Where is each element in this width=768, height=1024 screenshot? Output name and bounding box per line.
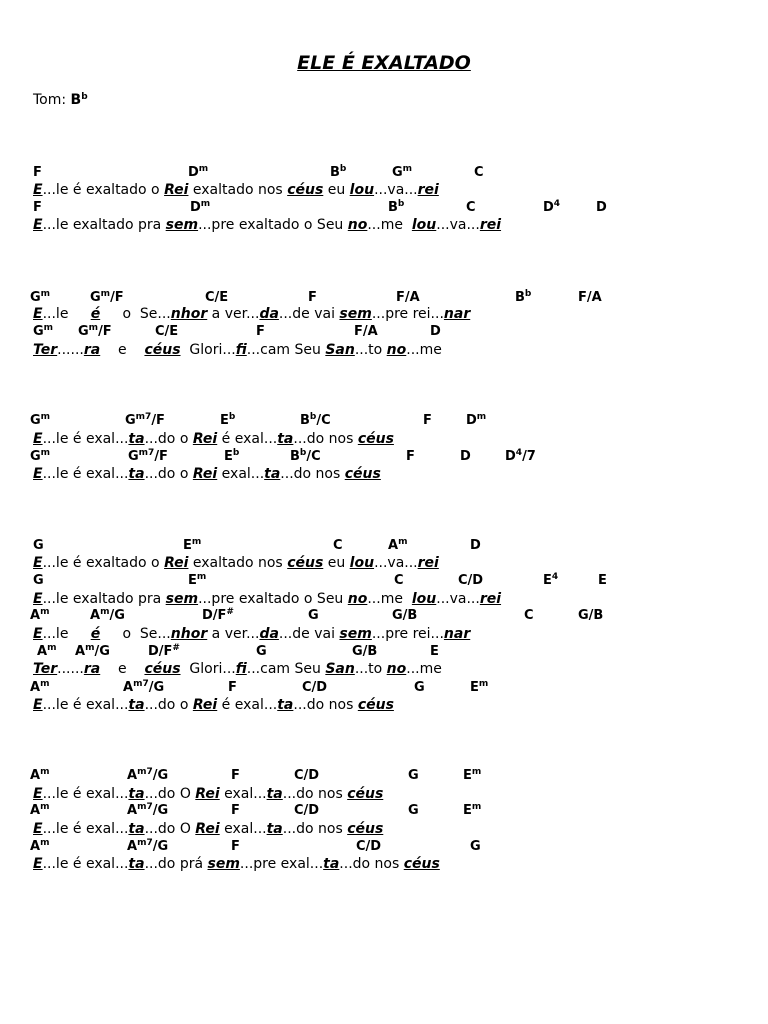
chord: F bbox=[423, 413, 432, 428]
stressed-syllable: Rei bbox=[195, 821, 220, 837]
chord: C bbox=[466, 200, 476, 215]
stressed-syllable: E bbox=[33, 786, 43, 802]
chord: F/A bbox=[354, 324, 378, 339]
chord: $A^m$ bbox=[30, 767, 50, 783]
stressed-syllable: ta bbox=[128, 431, 145, 447]
stressed-syllable: Rei bbox=[192, 431, 218, 447]
chord: C/D bbox=[294, 803, 320, 818]
chord: $G^m$ bbox=[392, 164, 413, 180]
chord: $E^b$ bbox=[220, 412, 236, 428]
lyric-text: Ter......ra e céus Glori...fi...cam Seu San...to no...me bbox=[33, 342, 442, 358]
chord: F bbox=[308, 290, 317, 305]
chord: F/A bbox=[396, 290, 420, 305]
chord: G/B bbox=[392, 608, 418, 623]
stressed-syllable: E bbox=[33, 466, 43, 482]
lyric-line bbox=[0, 342, 768, 360]
chord: $G^m$ bbox=[30, 448, 51, 464]
stressed-syllable: sem bbox=[165, 591, 199, 607]
stressed-syllable: nhor bbox=[170, 306, 208, 322]
stressed-syllable: céus bbox=[344, 466, 381, 482]
chord: D bbox=[596, 200, 607, 215]
stressed-syllable: é bbox=[90, 626, 101, 642]
lyric-line bbox=[0, 217, 768, 235]
chord: F bbox=[228, 680, 237, 695]
stressed-syllable: E bbox=[33, 591, 43, 607]
lyric-text: E...le é exaltado o Rei exaltado nos céus eu lou...va...rei bbox=[33, 182, 439, 198]
chord: G/B bbox=[578, 608, 604, 623]
chord: E bbox=[430, 644, 439, 659]
stressed-syllable: Rei bbox=[164, 555, 189, 571]
chord-line bbox=[0, 644, 768, 662]
chord-line bbox=[0, 573, 768, 591]
lyric-line bbox=[0, 306, 768, 324]
stressed-syllable: céus bbox=[144, 342, 181, 358]
chord: $A^m$ bbox=[388, 537, 408, 553]
stressed-syllable: céus bbox=[287, 182, 324, 198]
chord: $D^4$ bbox=[543, 199, 561, 215]
lyric-line bbox=[0, 626, 768, 644]
stressed-syllable: Ter bbox=[33, 342, 58, 358]
chord: $B^b/C$ bbox=[290, 448, 321, 464]
chord-line bbox=[0, 449, 768, 467]
chord: G/B bbox=[352, 644, 378, 659]
stressed-syllable: céus bbox=[287, 555, 324, 571]
stressed-syllable: Rei bbox=[192, 466, 218, 482]
chord: $G^m$ bbox=[30, 412, 51, 428]
chord: E bbox=[598, 573, 607, 588]
lyric-line bbox=[0, 466, 768, 484]
stressed-syllable: E bbox=[33, 431, 43, 447]
stressed-syllable: ta bbox=[128, 786, 145, 802]
lyric-line bbox=[0, 661, 768, 679]
chord-line bbox=[0, 165, 768, 183]
chord-line bbox=[0, 538, 768, 556]
lyric-text: E...le é exal...ta...do O Rei exal...ta...do nos céus bbox=[33, 821, 384, 837]
stressed-syllable: céus bbox=[347, 821, 384, 837]
chord-line bbox=[0, 200, 768, 218]
stressed-syllable: sem bbox=[165, 217, 199, 233]
chord: D bbox=[430, 324, 441, 339]
chord: $G^{m7}/F$ bbox=[128, 448, 168, 464]
chord: D/F# bbox=[202, 607, 234, 623]
lyric-line bbox=[0, 555, 768, 573]
key-value: $B^b$ bbox=[70, 92, 88, 108]
stressed-syllable: E bbox=[33, 182, 43, 198]
stressed-syllable: ra bbox=[83, 661, 101, 677]
chord: F bbox=[406, 449, 415, 464]
lyric-text: E...le é exal...ta...do o Rei é exal...ta...do nos céus bbox=[33, 431, 394, 447]
chord: F bbox=[256, 324, 265, 339]
chord: D/F# bbox=[148, 643, 180, 659]
chord: $E^m$ bbox=[470, 679, 489, 695]
chord: $D^m$ bbox=[188, 164, 209, 180]
chord: $A^m$ bbox=[30, 838, 50, 854]
chord: G bbox=[308, 608, 319, 623]
chord: F bbox=[33, 200, 42, 215]
stressed-syllable: no bbox=[386, 661, 407, 677]
stressed-syllable: nar bbox=[443, 626, 471, 642]
chord: G bbox=[408, 768, 419, 783]
chord: $E^m$ bbox=[463, 767, 482, 783]
stressed-syllable: rei bbox=[417, 182, 439, 198]
stressed-syllable: rei bbox=[479, 217, 502, 233]
stressed-syllable: ta bbox=[128, 856, 145, 872]
chord: $B^b$ bbox=[330, 164, 347, 180]
lyric-line bbox=[0, 182, 768, 200]
stressed-syllable: rei bbox=[479, 591, 502, 607]
chord: $A^{m7}/G$ bbox=[127, 802, 169, 818]
key-label: Tom: bbox=[33, 92, 67, 108]
lyric-text: E...le é exal...ta...do O Rei exal...ta...do nos céus bbox=[33, 786, 384, 802]
stressed-syllable: ta bbox=[277, 697, 294, 713]
stressed-syllable: E bbox=[33, 856, 43, 872]
stressed-syllable: ta bbox=[128, 821, 145, 837]
stressed-syllable: lou bbox=[349, 182, 375, 198]
stressed-syllable: ta bbox=[277, 431, 294, 447]
lyric-line bbox=[0, 856, 768, 874]
stressed-syllable: San bbox=[325, 342, 355, 358]
stressed-syllable: céus bbox=[357, 431, 394, 447]
stressed-syllable: da bbox=[259, 626, 279, 642]
stressed-syllable: sem bbox=[339, 306, 372, 322]
chord: C bbox=[474, 165, 484, 180]
stressed-syllable: E bbox=[33, 217, 43, 233]
chord: $A^{m7}/G$ bbox=[123, 679, 165, 695]
stressed-syllable: da bbox=[259, 306, 279, 322]
lyric-text: E...le é exal...ta...do o Rei exal...ta...do nos céus bbox=[33, 466, 381, 482]
stressed-syllable: ta bbox=[128, 466, 145, 482]
stressed-syllable: fi bbox=[235, 661, 247, 677]
chord: C/D bbox=[294, 768, 320, 783]
lyric-line bbox=[0, 431, 768, 449]
stressed-syllable: E bbox=[33, 626, 43, 642]
chord: $A^m/G$ bbox=[90, 607, 125, 623]
chord: C bbox=[394, 573, 404, 588]
stressed-syllable: lou bbox=[349, 555, 375, 571]
chord: $G^m$ bbox=[33, 323, 54, 339]
chord: $E^m$ bbox=[463, 802, 482, 818]
chord: D bbox=[460, 449, 471, 464]
chord: F bbox=[231, 803, 240, 818]
stressed-syllable: nar bbox=[443, 306, 471, 322]
stressed-syllable: Rei bbox=[164, 182, 189, 198]
chord: $E^m$ bbox=[183, 537, 202, 553]
stressed-syllable: é bbox=[90, 306, 101, 322]
chord: C/D bbox=[458, 573, 484, 588]
chord: $B^b$ bbox=[515, 289, 532, 305]
chord: $D^4/7$ bbox=[505, 448, 536, 464]
chord: C/E bbox=[155, 324, 179, 339]
chord: $D^m$ bbox=[466, 412, 487, 428]
lyric-line bbox=[0, 591, 768, 609]
lyric-text: E...le exaltado pra sem...pre exaltado o Seu no...me lou...va...rei bbox=[33, 217, 502, 233]
chord: C/D bbox=[302, 680, 328, 695]
chord: G bbox=[470, 839, 481, 854]
lyric-text: E...le é exal...ta...do o Rei é exal...ta...do nos céus bbox=[33, 697, 394, 713]
chord: G bbox=[414, 680, 425, 695]
chord-line bbox=[0, 839, 768, 857]
chord: $G^m/F$ bbox=[78, 323, 112, 339]
chord-line bbox=[0, 768, 768, 786]
chord: C/E bbox=[205, 290, 229, 305]
stressed-syllable: San bbox=[325, 661, 355, 677]
chord: $G^m/F$ bbox=[90, 289, 124, 305]
stressed-syllable: lou bbox=[411, 591, 437, 607]
chord: G bbox=[33, 538, 44, 553]
chord: $A^m$ bbox=[30, 607, 50, 623]
chord: C bbox=[333, 538, 343, 553]
chord-line bbox=[0, 803, 768, 821]
chord: $A^{m7}/G$ bbox=[127, 838, 169, 854]
chord: D bbox=[470, 538, 481, 553]
chord: C/D bbox=[356, 839, 382, 854]
lyric-line bbox=[0, 697, 768, 715]
chord-line bbox=[0, 324, 768, 342]
lyric-text: E...le é o Se...nhor a ver...da...de vai sem...pre rei...nar bbox=[33, 306, 471, 322]
stressed-syllable: ta bbox=[266, 786, 283, 802]
chord: F bbox=[33, 165, 42, 180]
chord: $A^m$ bbox=[37, 643, 57, 659]
stressed-syllable: ta bbox=[128, 697, 145, 713]
chord: $A^m$ bbox=[30, 802, 50, 818]
stressed-syllable: céus bbox=[144, 661, 181, 677]
lyric-line bbox=[0, 821, 768, 839]
chord: $E^m$ bbox=[188, 572, 207, 588]
chord: $D^m$ bbox=[190, 199, 211, 215]
lyric-line bbox=[0, 786, 768, 804]
chord: $E^b$ bbox=[224, 448, 240, 464]
stressed-syllable: sem bbox=[339, 626, 372, 642]
chord: $E^4$ bbox=[543, 572, 559, 588]
lyric-text: E...le exaltado pra sem...pre exaltado o Seu no...me lou...va...rei bbox=[33, 591, 502, 607]
stressed-syllable: E bbox=[33, 306, 43, 322]
chord: $A^{m7}/G$ bbox=[127, 767, 169, 783]
stressed-syllable: Rei bbox=[192, 697, 218, 713]
chord: G bbox=[408, 803, 419, 818]
chord: G bbox=[256, 644, 267, 659]
chord: C bbox=[524, 608, 534, 623]
stressed-syllable: Ter bbox=[33, 661, 58, 677]
stressed-syllable: E bbox=[33, 555, 43, 571]
stressed-syllable: sem bbox=[207, 856, 240, 872]
lyric-text: E...le é exal...ta...do prá sem...pre exal...ta...do nos céus bbox=[33, 856, 440, 872]
stressed-syllable: nhor bbox=[170, 626, 208, 642]
stressed-syllable: no bbox=[347, 591, 368, 607]
chord-line bbox=[0, 680, 768, 698]
chord: $A^m$ bbox=[30, 679, 50, 695]
stressed-syllable: E bbox=[33, 821, 43, 837]
song-title: ELE É EXALTADO bbox=[297, 52, 471, 74]
stressed-syllable: no bbox=[386, 342, 407, 358]
stressed-syllable: céus bbox=[357, 697, 394, 713]
stressed-syllable: E bbox=[33, 697, 43, 713]
lyric-text: Ter......ra e céus Glori...fi...cam Seu San...to no...me bbox=[33, 661, 442, 677]
stressed-syllable: ta bbox=[266, 821, 283, 837]
stressed-syllable: ra bbox=[83, 342, 101, 358]
stressed-syllable: ta bbox=[323, 856, 340, 872]
stressed-syllable: lou bbox=[411, 217, 437, 233]
chord-line bbox=[0, 608, 768, 626]
stressed-syllable: no bbox=[347, 217, 368, 233]
stressed-syllable: fi bbox=[235, 342, 247, 358]
chord: $B^b$ bbox=[388, 199, 405, 215]
chord: $B^b/C$ bbox=[300, 412, 331, 428]
chord-line bbox=[0, 413, 768, 431]
stressed-syllable: céus bbox=[403, 856, 440, 872]
lyric-text: E...le é o Se...nhor a ver...da...de vai sem...pre rei...nar bbox=[33, 626, 471, 642]
chord: F bbox=[231, 768, 240, 783]
chord: $A^m/G$ bbox=[75, 643, 110, 659]
stressed-syllable: Rei bbox=[195, 786, 220, 802]
stressed-syllable: céus bbox=[347, 786, 384, 802]
chord: G bbox=[33, 573, 44, 588]
song-key bbox=[33, 92, 88, 108]
chord: $G^m$ bbox=[30, 289, 51, 305]
stressed-syllable: rei bbox=[417, 555, 439, 571]
chord: F bbox=[231, 839, 240, 854]
lyric-text: E...le é exaltado o Rei exaltado nos céus eu lou...va...rei bbox=[33, 555, 439, 571]
chord: $G^{m7}/F$ bbox=[125, 412, 165, 428]
chord: F/A bbox=[578, 290, 602, 305]
stressed-syllable: ta bbox=[264, 466, 281, 482]
